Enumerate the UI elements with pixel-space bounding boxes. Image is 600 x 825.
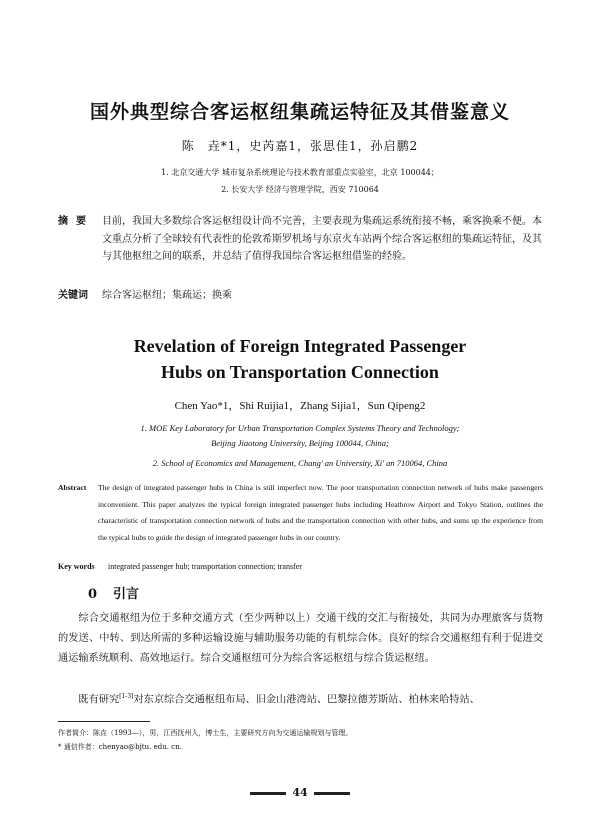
body-paragraph-2 xyxy=(58,687,543,710)
chinese-keywords-text: 综合客运枢纽；集疏运；换乘 xyxy=(102,290,232,301)
english-affiliation-1-line-1: 1. MOE Key Laboratory for Urban Transportation Complex Systems Theory and Technology; xyxy=(140,423,460,433)
chinese-affiliation-1: 1. 北京交通大学 城市复杂系统理论与技术教育部重点实验室，北京 100044； xyxy=(161,168,439,177)
english-affiliation-1-line-2: Beijing Jiaotong University, Beijing 100044, China; xyxy=(211,438,389,448)
english-abstract-text: The design of integrated passenger hubs in China is still imperfect now. The poor transportation connection network of hubs make passengers inconvenient. This paper analyzes the typical foreign integrated passenger hubs including Heathrow Airport and Tokyo Station, outlines the characteristic of transportation connection network of hubs and the transportation connection with other hubs, and sums up the experience from the typical hubs to guide the design of integrated passenger hubs in our country. xyxy=(98,483,543,542)
page-number xyxy=(0,786,600,799)
page-number-right-ornament xyxy=(314,792,350,795)
chinese-abstract-text: 目前，我国大多数综合客运枢纽设计尚不完善，主要表现为集疏运系统衔接不畅，乘客换乘不便。本文重点分析了全球较有代表性的伦敦希斯罗机场与东京火车站两个综合客运枢纽的集疏运特征，及其与其他枢纽之间的联系，并总结了值得我国综合客运枢纽借鉴的经验。 xyxy=(102,216,542,262)
page-number-value: 44 xyxy=(292,786,308,799)
paragraph-2-start: 既有研究 xyxy=(78,694,120,706)
english-title-line-1: Revelation of Foreign Integrated Passenger xyxy=(133,336,467,356)
paragraph-2-rest: 对东京综合交通枢纽布局、旧金山港湾站、巴黎拉德芳斯站、柏林来哈特站、 xyxy=(133,694,480,706)
footnote-author-bio: 作者简介：陈垚（1993—），男，江西抚州人，博士生，主要研究方向为交通运输规划与管理。 xyxy=(58,729,353,737)
page-number-left-ornament xyxy=(250,792,286,795)
english-keywords-label: Key words xyxy=(58,562,95,571)
english-affiliation-2: 2. School of Economics and Management, Chang' an University, Xi' an 710064, China xyxy=(152,458,448,468)
english-abstract-label: Abstract xyxy=(58,483,87,492)
section-number: 0 xyxy=(88,587,98,602)
chinese-authors: 陈 垚*1，史芮嘉1，张思佳1，孙启鹏2 xyxy=(181,139,419,153)
citation-ref[interactable]: [1-3] xyxy=(119,693,134,700)
body-paragraph-1: 综合交通枢纽为位于多种交通方式（至少两种以上）交通干线的交汇与衔接处，共同为办理旅客与货物的发送、中转、到达所需的多种运输设施与辅助服务功能的有机综合体。良好的综合交通枢纽有利于促进交通运输系统顺利、高效地运行。综合交通枢纽可分为综合客运枢纽与综合货运枢纽。 xyxy=(58,613,543,664)
chinese-affiliation-2: 2. 长安大学 经济与管理学院，西安 710064 xyxy=(221,185,379,194)
english-title xyxy=(0,333,600,385)
english-keywords-text: integrated passenger hub; transportation connection; transfer xyxy=(108,562,302,571)
footnote-divider xyxy=(58,721,150,722)
footnote-correspondence: * 通信作者：chenyao@bjtu. edu. cn. xyxy=(58,743,182,751)
chinese-title: 国外典型综合客运枢纽集疏运特征及其借鉴意义 xyxy=(89,101,510,123)
english-affiliation-1 xyxy=(0,421,600,451)
section-heading xyxy=(88,583,155,602)
english-authors: Chen Yao*1，Shi Ruijia1，Zhang Sijia1，Sun Qipeng2 xyxy=(174,400,426,412)
section-title: 引言 xyxy=(113,587,140,602)
english-title-line-2: Hubs on Transportation Connection xyxy=(161,362,439,382)
chinese-abstract-label: 摘要 xyxy=(58,216,94,227)
chinese-keywords-label: 关键词 xyxy=(58,290,88,301)
